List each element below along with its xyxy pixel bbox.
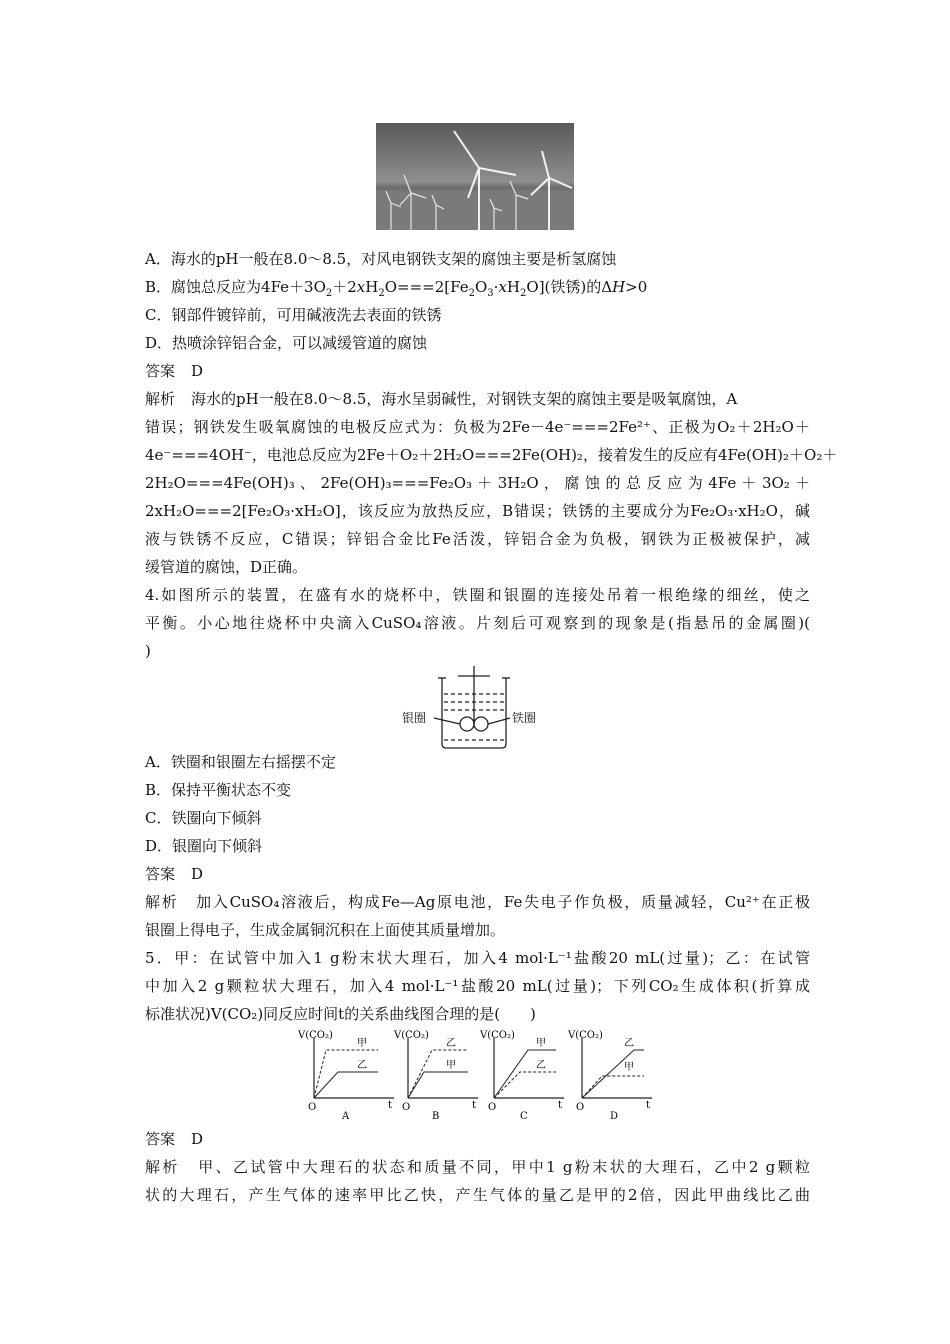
graph-b-x-label: t [472, 1100, 477, 1111]
q3-option-a: A．海水的pH一般在8.0～8.5，对风电钢铁支架的腐蚀主要是析氢腐蚀 [145, 250, 617, 268]
q4-analysis-label: 解析 [145, 893, 179, 911]
q3-option-d: D．热喷涂锌铝合金，可以减缓管道的腐蚀 [145, 334, 428, 352]
q5-graphs [298, 1028, 658, 1122]
q3-option-b-h: H [612, 278, 626, 296]
q3-answer-value: D [191, 362, 204, 380]
beaker-diagram [398, 664, 548, 750]
graph-d [567, 1030, 652, 1122]
graph-b-origin: O [402, 1102, 411, 1113]
q4-analysis-text-1: 加入CuSO₄溶液后，构成Fe—Ag原电池，Fe失电子作负极，质量减轻，Cu²⁺在正极 [194, 893, 810, 911]
graph-a [298, 1030, 394, 1122]
wind-turbine-photo [376, 123, 574, 230]
beaker-label-iron: 铁圈 [512, 711, 537, 725]
q5-answer [145, 1129, 810, 1149]
q3-option-b-x2: x [498, 278, 507, 296]
q3-analysis-label: 解析 [145, 390, 176, 408]
graph-d-x-label: t [646, 1100, 651, 1111]
graph-b-yi: 乙 [446, 1038, 456, 1049]
q4-analysis-line-1 [145, 892, 810, 912]
graph-b-y-label: V(CO₂) [394, 1030, 429, 1041]
q3-option-b-mid6: H [506, 278, 521, 296]
q5-answer-value: D [191, 1130, 204, 1148]
q3-analysis-line-7: 缓管道的腐蚀，D正确。 [145, 558, 308, 576]
q3-option-b-x1: x [356, 278, 366, 296]
q3-option-b-mid4: O [474, 278, 488, 296]
graph-d-origin: O [576, 1102, 585, 1113]
q3-analysis-text-1: 海水的pH一般在8.0～8.5，海水呈弱碱性，对钢铁支架的腐蚀主要是吸氧腐蚀，A [191, 390, 738, 408]
q3-option-b-pre: B．腐蚀总反应为4Fe＋3O [145, 278, 326, 296]
q3-option-b-mid5: · [493, 278, 499, 296]
q4-stem-line-1: 4.如图所示的装置，在盛有水的烧杯中，铁圈和银圈的连接处吊着一根绝缘的细丝，使之 [145, 586, 810, 604]
q3-analysis-line-1 [145, 389, 810, 409]
q4-option-b: B．保持平衡状态不变 [145, 781, 292, 799]
graph-a-yi: 乙 [357, 1060, 367, 1071]
q5-stem-line-2: 中加入2 g颗粒状大理石，加入4 mol·L⁻¹盐酸20 mL(过量)；下列CO₂生成体积(折算成 [145, 977, 810, 995]
graph-d-y-label: V(CO₂) [568, 1030, 603, 1041]
q3-analysis-line-4: 2H₂O===4Fe(OH)₃ 、 2Fe(OH)₃===Fe₂O₃ ＋ 3H₂O ， 腐 蚀 的 总 反 应 为 4Fe ＋ 3O₂ ＋ [145, 474, 810, 492]
graph-a-origin: O [308, 1102, 317, 1113]
q3-option-b-mid1: ＋2 [332, 278, 357, 296]
q3-analysis-line-5: 2xH₂O===2[Fe₂O₃·xH₂O]，该反应为放热反应，B错误；铁锈的主要成分为Fe₂O₃·xH₂O，碱 [145, 502, 810, 520]
q5-analysis-line-2: 状的大理石，产生气体的速率甲比乙快，产生气体的量乙是甲的2倍，因此甲曲线比乙曲 [145, 1186, 810, 1204]
graph-d-caption: D [610, 1111, 619, 1122]
graph-b [393, 1030, 478, 1122]
graph-a-jia: 甲 [357, 1038, 367, 1049]
graph-c-caption: C [520, 1111, 528, 1122]
graph-c-y-label: V(CO₂) [480, 1030, 515, 1041]
q3-option-c: C．钢部件镀锌前，可用碱液洗去表面的铁锈 [145, 306, 442, 324]
q3-option-b-end: >0 [625, 278, 648, 296]
q5-analysis-label: 解析 [145, 1158, 180, 1176]
q3-option-b-mid2: H [365, 278, 379, 296]
graph-a-x-label: t [388, 1100, 393, 1111]
q5-analysis-text-1: 甲、乙试管中大理石的状态和质量不同，甲中1 g粉末状的大理石，乙中2 g颗粒 [195, 1158, 810, 1176]
q4-option-d: D．银圈向下倾斜 [145, 837, 263, 855]
q4-answer-label: 答案 [145, 865, 176, 883]
graph-a-caption: A [342, 1111, 350, 1122]
graph-d-yi: 乙 [624, 1038, 634, 1049]
graph-c-yi: 乙 [536, 1060, 546, 1071]
graph-c-jia: 甲 [536, 1038, 546, 1049]
graph-c [479, 1030, 564, 1122]
graph-c-x-label: t [558, 1100, 563, 1111]
q4-stem-line-2: 平衡。小心地往烧杯中央滴入CuSO₄溶液。片刻后可观察到的现象是(指悬吊的金属圈)( [145, 614, 810, 632]
graph-a-y-label: V(CO₂) [298, 1030, 333, 1041]
q5-analysis-line-1 [145, 1157, 810, 1177]
q3-option-b-mid7: O](铁锈)的Δ [526, 278, 613, 296]
q4-answer-value: D [191, 865, 204, 883]
q4-answer [145, 864, 810, 884]
graph-d-jia: 甲 [624, 1062, 634, 1073]
q3-answer [145, 361, 810, 381]
q3-analysis-line-3: 4e⁻===4OH⁻，电池总反应为2Fe＋O₂＋2H₂O===2Fe(OH)₂，接着发生的反应有4Fe(OH)₂＋O₂＋ [145, 446, 838, 464]
q3-option-b: B．腐蚀总反应为$4Fe+3O_2+2xH_2O===2[Fe_2O_3\cdot xH_2O]$(铁锈)的ΔH>0 [145, 278, 648, 299]
graph-b-caption: B [432, 1111, 440, 1122]
q5-stem-line-1: 5．甲：在试管中加入1 g粉末状大理石，加入4 mol·L⁻¹盐酸20 mL(过量)；乙：在试管 [145, 949, 810, 967]
graph-c-origin: O [488, 1102, 497, 1113]
q5-answer-label: 答案 [145, 1130, 176, 1148]
q4-stem-line-3: ) [145, 642, 151, 660]
graph-b-jia: 甲 [446, 1060, 456, 1071]
q4-analysis-line-2: 银圈上得电子，生成金属铜沉积在上面使其质量增加。 [145, 921, 506, 939]
q4-option-c: C．铁圈向下倾斜 [145, 809, 262, 827]
q3-answer-label: 答案 [145, 362, 176, 380]
q3-analysis-line-6: 液与铁锈不反应，C错误；锌铝合金比Fe活泼，锌铝合金为负极，钢铁为正极被保护，减 [145, 530, 810, 548]
q4-option-a: A．铁圈和银圈左右摇摆不定 [145, 753, 336, 771]
q5-stem-line-3: 标准状况)V(CO₂)同反应时间t的关系曲线图合理的是( ) [145, 1005, 536, 1023]
beaker-label-silver: 银圈 [402, 711, 427, 725]
q3-analysis-line-2: 错误；钢铁发生吸氧腐蚀的电极反应式为：负极为2Fe－4e⁻===2Fe²⁺、正极为O₂＋2H₂O＋ [145, 418, 810, 436]
q3-option-b-mid3: O===2[Fe [384, 278, 469, 296]
